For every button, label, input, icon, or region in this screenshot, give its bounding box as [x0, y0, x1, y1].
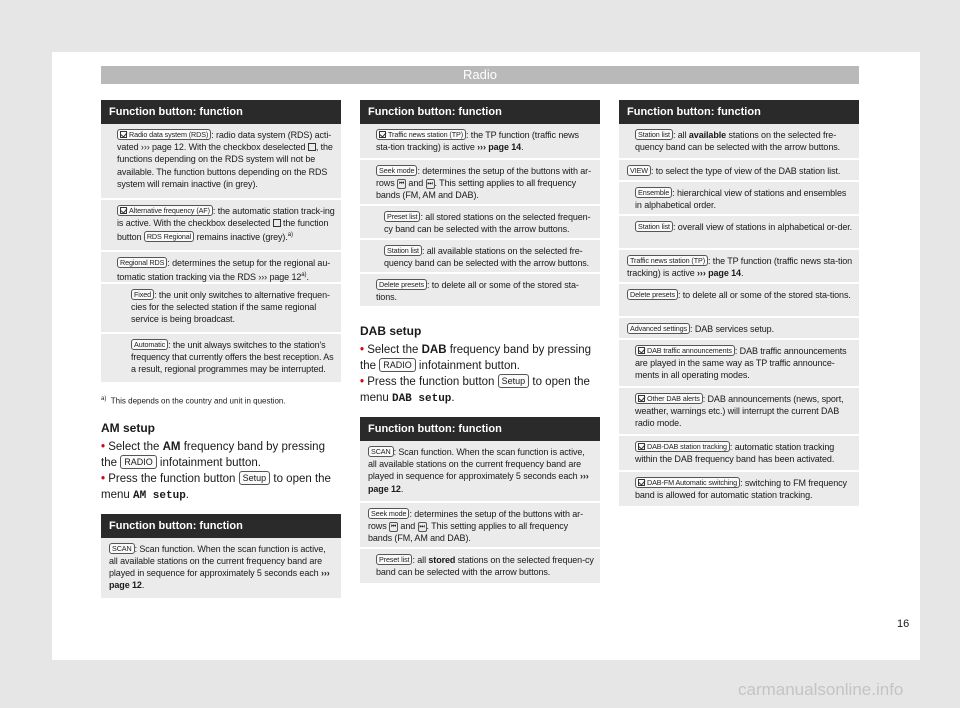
table-row: Regional RDS : determines the setup for the regional au-tomatic station tracking via the RDS ››› page 12$^{a)}$.	[101, 252, 341, 284]
checkbox-empty-icon	[308, 143, 316, 151]
table-row: Preset list : all stored stations on the selected frequen-cy band can be selected with the arrow buttons.	[360, 549, 600, 585]
seek-back-icon: ⏮	[398, 181, 405, 188]
table-row: SCAN : Scan function. When the scan function is active, all available stations on the current frequency band are played in sequence for approximately 5 seconds each ››› page 12.	[101, 538, 341, 600]
radio-button[interactable]: RADIO	[120, 455, 157, 469]
table-header: Function button: function	[360, 100, 600, 124]
dab-function-table	[360, 417, 600, 585]
checkbox-checked-icon	[120, 207, 127, 214]
dab-step-1: • Select the DAB frequency band by pressing the RADIO infotainment button.	[360, 344, 592, 372]
setup-button[interactable]: Setup	[239, 471, 271, 485]
table-row: Alternative frequency (AF) : the automatic station track-ing is active. With the checkbox deselected the function button RDS Regional remains inactive (grey).$^{a)}$	[101, 200, 341, 252]
regional-rds-button[interactable]: Regional RDS	[117, 257, 167, 268]
table-row: Automatic : the unit always switches to the station's frequency that currently offers the best reception. As a result, regional programmes may be interrupted.	[101, 334, 341, 384]
station-list-view-button[interactable]: Station list	[635, 221, 673, 232]
dab-setup-heading: DAB setup	[360, 324, 422, 338]
dab-step-2: • Press the function button Setup to open the menu DAB setup.	[360, 376, 590, 405]
dab-fm-switching-checkbox-button[interactable]: DAB-FM Automatic switching	[635, 477, 740, 488]
section-title: Radio	[463, 67, 497, 82]
ensemble-button[interactable]: Ensemble	[635, 187, 672, 198]
table-row: Station list : all available stations on the selected fre-quency band can be selected with the arrow buttons.	[619, 124, 859, 160]
advanced-settings-button[interactable]: Advanced settings	[627, 323, 690, 334]
table-row: Other DAB alerts : DAB announcements (news, sport, weather, warnings etc.) will interrupt the current DAB radio mode.	[619, 388, 859, 436]
scan-button[interactable]: SCAN	[368, 446, 394, 457]
dab-settings-table	[619, 100, 859, 508]
table-header: Function button: function	[101, 100, 341, 124]
checkbox-empty-icon	[273, 219, 281, 227]
tp-checkbox-button[interactable]: Traffic news station (TP)	[376, 129, 466, 140]
am-function-table	[101, 514, 341, 600]
table-row: Delete presets : to delete all or some of the stored sta-tions.	[619, 284, 859, 318]
dab-traffic-checkbox-button[interactable]: DAB traffic announcements	[635, 345, 735, 356]
column-3	[619, 100, 859, 508]
fm-function-table	[360, 100, 600, 308]
checkbox-checked-icon	[638, 479, 645, 486]
station-list-button[interactable]: Station list	[384, 245, 422, 256]
checkbox-checked-icon	[638, 395, 645, 402]
table-row: Delete presets : to delete all or some of the stored sta-tions.	[360, 274, 600, 308]
seek-mode-button[interactable]: Seek mode	[368, 508, 409, 519]
preset-list-button[interactable]: Preset list	[384, 211, 420, 222]
table-row: Fixed : the unit only switches to alternative frequen-cies for the selected station if the same regional service is being broadcast.	[101, 284, 341, 334]
table-row: Traffic news station (TP) : the TP function (traffic news sta-tion tracking) is active ››› page 14.	[360, 124, 600, 160]
seek-mode-button[interactable]: Seek mode	[376, 165, 417, 176]
delete-presets-button[interactable]: Delete presets	[627, 289, 678, 300]
table-row: Station list : overall view of stations in alphabetical or-der.	[619, 216, 859, 250]
table-row: Advanced settings : DAB services setup.	[619, 318, 859, 340]
table-row: DAB traffic announcements : DAB traffic announcements are played in the same way as TP traffic announce-ments in all operating modes.	[619, 340, 859, 388]
dab-dab-tracking-checkbox-button[interactable]: DAB-DAB station tracking	[635, 441, 730, 452]
af-checkbox-button[interactable]: Alternative frequency (AF)	[117, 205, 213, 216]
fixed-button[interactable]: Fixed	[131, 289, 154, 300]
table-row: DAB-DAB station tracking : automatic station tracking within the DAB frequency band has been activated.	[619, 436, 859, 472]
checkbox-checked-icon	[120, 131, 127, 138]
section-header	[101, 66, 859, 84]
scan-button[interactable]: SCAN	[109, 543, 135, 554]
table-row: DAB-FM Automatic switching : switching to FM frequency band is allowed for automatic station tracking.	[619, 472, 859, 508]
other-dab-alerts-checkbox-button[interactable]: Other DAB alerts	[635, 393, 703, 404]
am-step-2: • Press the function button Setup to open the menu AM setup.	[101, 472, 331, 502]
table-row: SCAN : Scan function. When the scan function is active, all available stations on the current frequency band are played in sequence for approximately 5 seconds each ››› page 12.	[360, 441, 600, 503]
tp-button[interactable]: Traffic news station (TP)	[627, 255, 708, 266]
table-row: VIEW : to select the type of view of the DAB station list.	[619, 160, 859, 182]
station-list-button[interactable]: Station list	[635, 129, 673, 140]
table-row: Preset list : all stored stations on the selected frequen-cy band can be selected with the arrow buttons.	[360, 206, 600, 240]
seek-forward-icon: ⏭	[419, 524, 425, 531]
seek-forward-icon: ⏭	[427, 181, 433, 188]
table-row: Traffic news station (TP) : the TP function (traffic news sta-tion tracking) is active ››› page 14.	[619, 250, 859, 284]
delete-presets-button[interactable]: Delete presets	[376, 279, 427, 290]
rds-function-table	[101, 100, 341, 384]
column-2	[360, 100, 600, 585]
table-header: Function button: function	[619, 100, 859, 124]
setup-button[interactable]: Setup	[498, 374, 530, 388]
table-row: Radio data system (RDS) : radio data system (RDS) acti-vated ››› page 12. With the checkbox deselected , the functions depending on the RDS system will not be available. The function buttons depending on the RDS system will remain inactive (in grey).	[101, 124, 341, 200]
table-header: Function button: function	[360, 417, 600, 441]
radio-button[interactable]: RADIO	[379, 358, 416, 372]
am-setup-heading: AM setup	[101, 420, 155, 435]
preset-list-button[interactable]: Preset list	[376, 554, 412, 565]
am-step-1: • Select the AM frequency band by pressing the RADIO infotainment button.	[101, 440, 325, 469]
seek-back-icon: ⏮	[390, 524, 397, 531]
column-1	[101, 100, 341, 600]
automatic-button[interactable]: Automatic	[131, 339, 168, 350]
checkbox-checked-icon	[638, 347, 645, 354]
table-row: Ensemble : hierarchical view of stations and ensembles in alphabetical order.	[619, 182, 859, 216]
table-row: Seek mode : determines the setup of the buttons with ar-rows ⏮ and ⏭ . This setting applies to all frequency bands (FM, AM and DAB).	[360, 160, 600, 206]
rds-regional-button[interactable]: RDS Regional	[144, 231, 194, 242]
checkbox-checked-icon	[638, 443, 645, 450]
rds-checkbox-button[interactable]: Radio data system (RDS)	[117, 129, 211, 140]
table-row: Seek mode : determines the setup of the buttons with ar-rows ⏮ and ⏭ . This setting applies to all frequency bands (FM, AM and DAB).	[360, 503, 600, 549]
checkbox-checked-icon	[379, 131, 386, 138]
footnote: $^{a)}$ This depends on the country and unit in question.	[101, 396, 286, 406]
table-header: Function button: function	[101, 514, 341, 538]
table-row: Station list : all available stations on the selected fre-quency band can be selected with the arrow buttons.	[360, 240, 600, 274]
page-number: 16	[897, 618, 910, 630]
view-button[interactable]: VIEW	[627, 165, 651, 176]
watermark: carmanualsonline.info	[738, 680, 904, 699]
